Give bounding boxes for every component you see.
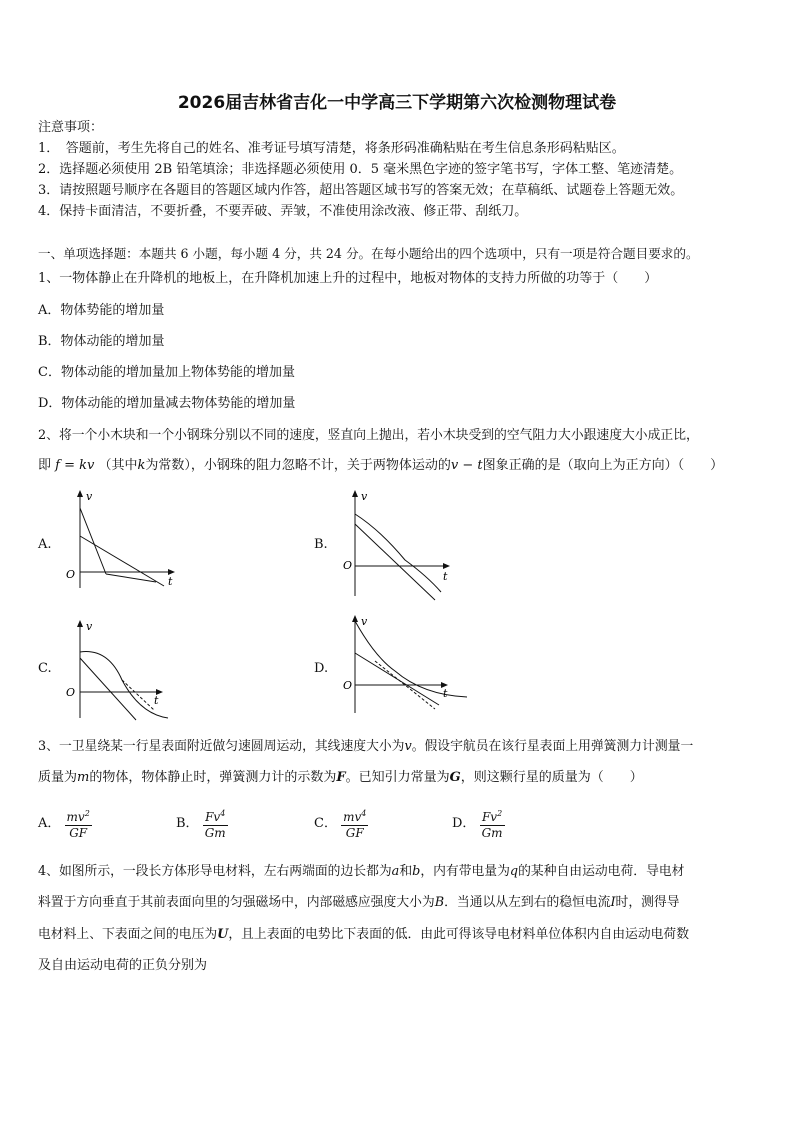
q2-l2c: 为常数），小钢珠的阻力忽略不计，关于两物体运动的	[145, 458, 451, 473]
numerator: Fv	[205, 810, 221, 824]
q4-line-1	[38, 863, 758, 881]
q3-l1b: 。假设宇航员在该行星表面上用弹簧测力计测量一	[411, 739, 694, 754]
numerator: mv	[343, 810, 362, 824]
q3-option-d-label: D．	[452, 816, 476, 831]
q2-vt: v − t	[450, 458, 483, 473]
q3-F: F	[336, 770, 346, 785]
v-axis-arrow	[352, 490, 358, 497]
q2-option-c-label: C.	[38, 661, 52, 676]
denominator: GF	[345, 826, 364, 840]
axis-t-label: t	[168, 575, 173, 588]
denominator: Gm	[204, 826, 226, 840]
q3-l2b: 的物体，物体静止时，弹簧测力计的示数为	[89, 770, 337, 785]
q3-l1a: 3、一卫星绕某一行星表面附近做匀速圆周运动，其线速度大小为	[38, 739, 405, 754]
q4-l3a: 电材料上、下表面之间的电压为	[38, 927, 218, 942]
q3-option-a	[38, 806, 92, 841]
q3-option-a-label: A．	[38, 816, 61, 831]
curve-wood	[355, 621, 467, 697]
q4-l1c: ，内有带电量为	[420, 864, 510, 879]
q4-l2b: ．当通以从左到右的稳恒电流	[444, 895, 611, 910]
q3-option-c	[314, 806, 368, 841]
t-axis-arrow	[443, 563, 450, 569]
q1-option-b: B．物体动能的增加量	[38, 334, 165, 349]
q3-l2d: ，则这颗行星的质量为（ ）	[460, 770, 643, 785]
section-heading: 一、单项选择题：本题共 6 小题，每小题 4 分，共 24 分。在每小题给出的四个选项中，只有一项是符合题目要求的。	[38, 246, 699, 261]
q4-l2c: 时，测得导	[615, 895, 680, 910]
curve-steel	[80, 508, 106, 574]
axis-v-label: v	[361, 490, 368, 503]
dashed-asymptote	[122, 680, 154, 710]
q2-graph-b	[335, 488, 465, 603]
exponent: 4	[220, 809, 226, 818]
q3-option-d	[452, 806, 505, 841]
q3-option-b-fraction	[203, 806, 228, 841]
notice-heading: 注意事项：	[38, 120, 104, 135]
q2-graph-c	[60, 618, 180, 723]
q1-stem: 1、一物体静止在升降机的地板上，在升降机加速上升的过程中，地板对物体的支持力所做的功等于（ ）	[38, 271, 658, 286]
curve-wood	[80, 536, 164, 586]
q3-l2c: 。已知引力常量为	[345, 770, 450, 785]
denominator: Gm	[481, 826, 503, 840]
notice-item-4: 4．保持卡面清洁，不要折叠，不要弄破、弄皱，不准使用涂改液、修正带、刮纸刀。	[38, 204, 528, 219]
curve-after	[106, 574, 156, 582]
origin-label: O	[66, 568, 76, 581]
q4-a: a	[391, 864, 400, 879]
axis-t-label: t	[443, 687, 448, 700]
q3-line-1	[38, 738, 758, 756]
q4-I: I	[610, 895, 616, 910]
q3-m: m	[77, 770, 90, 785]
q4-line-3	[38, 926, 758, 944]
numerator: Fv	[481, 810, 498, 824]
q1-option-a: A．物体势能的增加量	[38, 303, 165, 318]
curve-wood	[355, 514, 441, 592]
q3-option-a-fraction	[65, 806, 92, 841]
q4-l1b: 和	[399, 864, 413, 879]
q3-line-2	[38, 769, 758, 787]
q4-b: b	[412, 864, 421, 879]
curve-steel	[355, 524, 435, 600]
q1-option-d: D．物体动能的增加量减去物体势能的增加量	[38, 396, 296, 411]
q3-option-c-label: C．	[314, 816, 337, 831]
q4-line-4: 及自由运动电荷的正负分别为	[38, 958, 208, 973]
origin-label: O	[66, 686, 76, 699]
axis-v-label: v	[86, 490, 93, 503]
q4-l3b: ，且上表面的电势比下表面的低．由此可得该导电材料单位体积内自由运动电荷数	[228, 927, 690, 942]
exponent: 2	[497, 809, 503, 818]
q3-l2a: 质量为	[38, 770, 78, 785]
q4-U: U	[217, 927, 229, 942]
q3-option-b-label: B．	[176, 816, 199, 831]
q2-graph-a	[60, 488, 180, 598]
q4-line-2	[38, 894, 758, 912]
q2-l2d: 图象正确的是（取向上为正方向）（ ）	[482, 458, 724, 473]
q3-option-c-fraction	[341, 806, 368, 841]
q2-option-a-label: A.	[38, 537, 52, 552]
axis-v-label: v	[86, 620, 93, 633]
q2-l2b: （其中	[98, 458, 138, 473]
q2-l2a: 即	[38, 458, 52, 473]
q2-line-2	[38, 457, 758, 475]
exponent: 4	[361, 809, 367, 818]
origin-label: O	[343, 679, 353, 692]
q1-option-c: C．物体动能的增加量加上物体势能的增加量	[38, 365, 295, 380]
q3-option-b	[176, 806, 228, 841]
q4-q: q	[509, 864, 519, 879]
q3-G: G	[449, 770, 461, 785]
q2-graph-d	[335, 613, 475, 718]
numerator: mv	[66, 810, 85, 824]
notice-item-2: 2．选择题必须使用 2B 铅笔填涂；非选择题必须使用 0．5 毫米黑色字迹的签字笔书写，字体工整、笔迹清楚。	[38, 162, 683, 177]
q2-option-d-label: D.	[314, 661, 329, 676]
page-title: 2026届吉林省吉化一中学高三下学期第六次检测物理试卷	[177, 93, 617, 113]
notice-item-1: 1． 答题前，考生先将自己的姓名、准考证号填写清楚，将条形码准确粘贴在考生信息条形码粘贴区。	[38, 141, 625, 156]
q3-v: v	[404, 739, 412, 754]
q4-l1a: 4、如图所示，一段长方体形导电材料，左右两端面的边长都为	[38, 864, 392, 879]
notice-item-3: 3．请按照题号顺序在各题目的答题区域内作答，超出答题区域书写的答案无效；在草稿纸、试题卷上答题无效。	[38, 183, 684, 198]
q2-formula: f = kv	[55, 458, 95, 473]
origin-label: O	[343, 559, 353, 572]
axis-t-label: t	[154, 694, 159, 707]
q4-l2a: 料置于方向垂直于其前表面向里的匀强磁场中，内部磁感应强度大小为	[38, 895, 435, 910]
q2-line-1: 2、将一个小木块和一个小钢珠分别以不同的速度，竖直向上抛出，若小木块受到的空气阻力大小跟速度大小成正比，	[38, 428, 699, 443]
q4-l1d: 的某种自由运动电荷．导电材	[518, 864, 685, 879]
q3-option-d-fraction	[480, 806, 505, 841]
v-axis-arrow	[352, 615, 358, 622]
v-axis-arrow	[77, 490, 83, 497]
exponent: 2	[84, 809, 90, 818]
curve-steel	[355, 653, 439, 705]
curve-wood	[80, 652, 168, 718]
denominator: GF	[69, 826, 88, 840]
q2-option-b-label: B.	[314, 537, 328, 552]
axis-v-label: v	[361, 615, 368, 628]
axis-t-label: t	[443, 570, 448, 583]
v-axis-arrow	[77, 620, 83, 627]
q2-k: k	[137, 458, 146, 473]
q4-B: B	[434, 895, 445, 910]
